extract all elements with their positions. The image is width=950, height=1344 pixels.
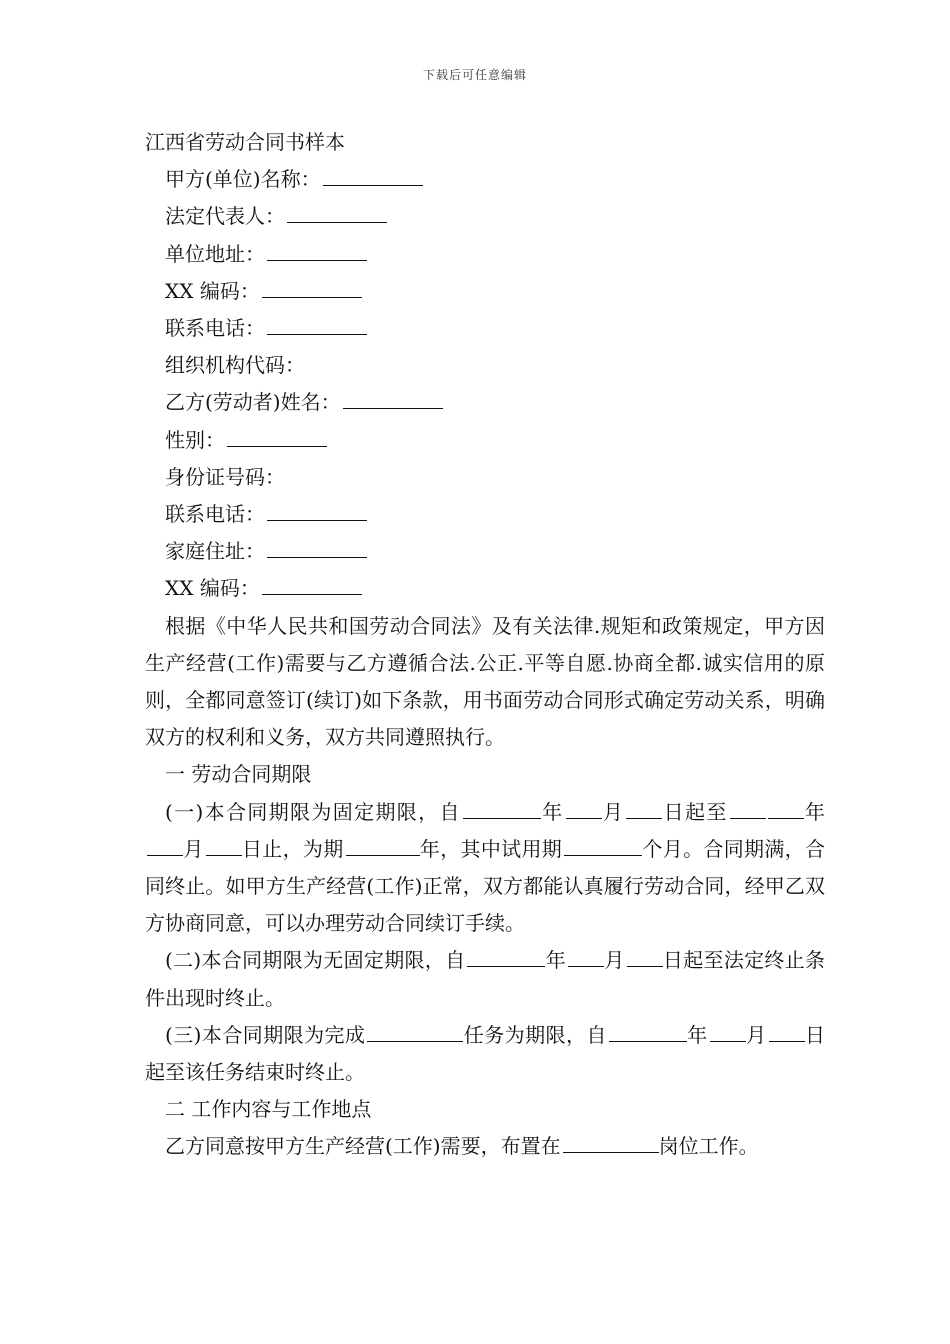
section-heading: 一 劳动合同期限	[165, 762, 312, 787]
clause-text: 年	[803, 799, 826, 824]
field-label: 性别：	[165, 427, 225, 452]
fill-blank	[262, 572, 362, 595]
party-a-address-field	[145, 236, 825, 273]
fill-blank	[346, 833, 420, 856]
fill-blank	[147, 833, 183, 856]
field-label: 组织机构代码：	[165, 353, 305, 378]
clause-text: 年	[545, 948, 567, 973]
clause-job-post	[145, 1128, 825, 1165]
party-b-postcode-field	[145, 570, 825, 607]
clause-text: 月	[183, 836, 204, 861]
clause-text: 日起至该任务结束时终止。	[145, 1022, 826, 1085]
clause-text: 年，其中试用期	[419, 836, 563, 861]
field-label: 单位地址：	[165, 241, 265, 266]
fill-blank	[563, 1130, 659, 1153]
party-a-name-field	[145, 161, 825, 198]
fill-blank	[568, 944, 604, 967]
party-a-phone-field	[145, 310, 825, 347]
fill-blank	[267, 312, 367, 335]
fill-blank	[267, 535, 367, 558]
clause-text: 月	[601, 799, 625, 824]
field-label: XX 编码：	[165, 576, 260, 601]
contract-document	[145, 124, 825, 1166]
fill-blank	[566, 796, 602, 819]
fill-blank	[730, 796, 766, 819]
clause-text: 月。合同期满，合同终止。如甲方生产经营(工作)正常，双方都能认真履行劳动合同，经甲乙双方协商同意，可以办理劳动合同续订手续。	[145, 836, 826, 936]
clause-text: (一)本合同期限为固定期限，自	[165, 799, 461, 824]
fill-blank	[367, 1019, 463, 1042]
party-b-home-field	[145, 533, 825, 570]
fill-blank	[769, 1019, 805, 1042]
clause-text: (二)本合同期限为无固定期限，自	[165, 948, 466, 973]
clause-text: 任务为期限，自	[463, 1022, 607, 1047]
party-b-gender-field	[145, 422, 825, 459]
field-label: 乙方(劳动者)姓名：	[165, 390, 341, 415]
party-a-rep-field	[145, 198, 825, 235]
fill-blank	[323, 163, 423, 186]
fill-blank	[262, 275, 362, 298]
page-header-note: 下载后可任意编辑	[422, 68, 527, 82]
clause-text: 个	[642, 836, 663, 861]
fill-blank	[467, 944, 545, 967]
document-title: 江西省劳动合同书样本	[145, 130, 345, 154]
fill-blank	[287, 200, 387, 223]
clause-text: 日起至	[662, 799, 728, 824]
section-heading: 二 工作内容与工作地点	[165, 1097, 372, 1122]
clause-text: 月	[604, 948, 625, 973]
field-label: 家庭住址：	[165, 539, 265, 564]
clause-fixed-term	[145, 794, 825, 943]
field-label: 身份证号码：	[165, 464, 285, 489]
clause-text: (三)本合同期限为完成	[165, 1022, 366, 1047]
clause-text: 乙方同意按甲方生产经营(工作)需要，布置在	[165, 1134, 561, 1159]
clause-task-term	[145, 1017, 825, 1091]
fill-blank	[609, 1019, 687, 1042]
clause-text: 日起至法定终止条件出现时终止。	[145, 948, 826, 1010]
fill-blank	[343, 386, 443, 409]
fill-blank	[206, 833, 242, 856]
fill-blank	[463, 796, 541, 819]
clause-text: 月	[745, 1022, 767, 1047]
party-b-phone-field	[145, 496, 825, 533]
intro-paragraph: 根据《中华人民共和国劳动合同法》及有关法律.规矩和政策规定，甲方因生产经营(工作)需要与乙方遵循合法.公正.平等自愿.协商全都.诚实信用的原则，全都同意签订(续订)如下条款，用书面劳动合同形式确定劳动关系，明确双方的权利和义务，双方共同遵照执行。	[145, 613, 825, 750]
field-label: 法定代表人：	[165, 204, 285, 229]
clause-text: 年	[686, 1022, 708, 1047]
field-label: 联系电话：	[165, 316, 265, 341]
clause-text: 日止，为期	[241, 836, 344, 861]
fill-blank	[267, 238, 367, 261]
fill-blank	[710, 1019, 746, 1042]
clause-text: 岗位工作。	[658, 1134, 759, 1159]
field-label: XX 编码：	[165, 278, 260, 303]
field-label: 联系电话：	[165, 502, 265, 527]
field-label: 甲方(单位)名称：	[165, 167, 321, 192]
fill-blank	[267, 498, 367, 521]
party-a-org-code-field	[145, 347, 825, 384]
fill-blank	[626, 796, 662, 819]
fill-blank	[227, 424, 327, 447]
fill-blank	[768, 796, 804, 819]
party-b-name-field	[145, 384, 825, 421]
clause-text: 年	[540, 799, 564, 824]
party-b-id-field	[145, 459, 825, 496]
party-a-postcode-field	[145, 273, 825, 310]
fill-blank	[564, 833, 642, 856]
fill-blank	[627, 944, 663, 967]
clause-open-term	[145, 942, 825, 1016]
